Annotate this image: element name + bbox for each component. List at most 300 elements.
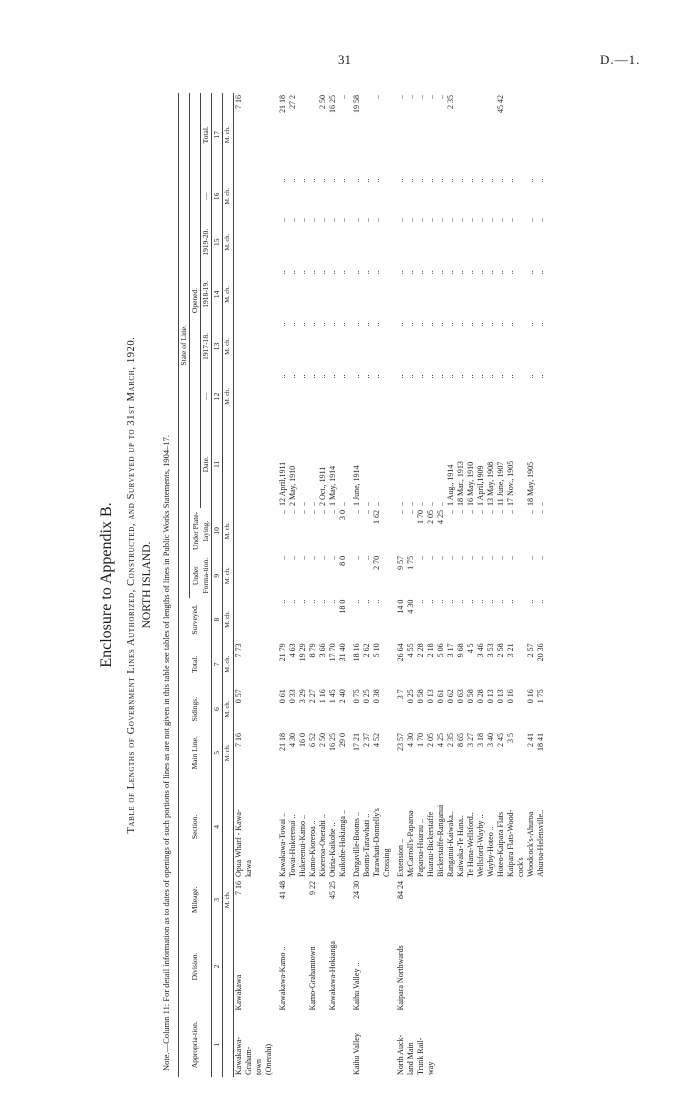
main-line-cell: 4 30 (288, 733, 297, 747)
under-platelaying-cell: 2 05 (426, 509, 435, 524)
division-cell (516, 921, 526, 1013)
date-cell: 2 Oct., 1911 (318, 466, 327, 506)
section-cell: Extension .. (396, 838, 405, 877)
division-cell: Kawakawa (234, 974, 243, 1011)
appropriation-cell (318, 1012, 328, 1077)
col16-cell: .. (318, 178, 327, 183)
col15-cell: .. (416, 218, 425, 223)
col12-cell (254, 373, 264, 421)
appropriation-cell (536, 1012, 546, 1077)
table-row (348, 93, 362, 1077)
col14-cell (254, 268, 264, 320)
appropriation-cell (516, 1012, 526, 1077)
section-cell: Dargaville-Booms .. (352, 812, 361, 877)
division-cell (536, 921, 546, 1013)
surveyed-cell: .. (352, 599, 361, 604)
total-cell: 31 40 (338, 643, 347, 662)
col14-cell: .. (338, 270, 347, 275)
total-opened-cell: 27 2 (288, 95, 297, 109)
mileage-cell (436, 879, 446, 921)
under-platelaying-cell: 1 62 (372, 509, 381, 524)
table-row (362, 93, 372, 1077)
col12-cell: .. (446, 374, 455, 379)
col-division: Division. (179, 921, 212, 1013)
col-main-line: Main Line. (179, 731, 212, 775)
col15-cell: .. (496, 218, 505, 223)
section-cell: cock's (516, 857, 525, 877)
lines-table (178, 93, 546, 1077)
under-formation-cell: .. (536, 555, 545, 560)
division-cell (406, 921, 416, 1013)
col-mileage: Mileage. (179, 879, 212, 921)
col12-cell: .. (526, 374, 535, 379)
section-cell: Bickerstaffe-Ranganui (436, 804, 445, 877)
col14-cell (234, 268, 245, 320)
col16-cell: .. (338, 178, 347, 183)
col15-cell: .. (298, 218, 307, 223)
main-line-cell: 3 18 (476, 733, 485, 747)
date-cell: .. (436, 501, 445, 506)
main-line-cell: 16 25 (328, 733, 337, 751)
section-cell: Tarawhati-Donnelly's (372, 808, 381, 877)
under-formation-cell: .. (298, 555, 307, 560)
column-number: 6 (212, 687, 223, 731)
section-cell: kawa (244, 860, 253, 877)
surveyed-cell: .. (536, 599, 545, 604)
sidings-cell: 0 58 (466, 689, 475, 704)
under-platelaying-cell: .. (308, 509, 317, 514)
column-number: 14 (212, 268, 223, 320)
col15-cell: .. (352, 218, 361, 223)
col15-cell: .. (476, 218, 485, 223)
section-cell: Kioreroa-Onerahi .. (318, 814, 327, 877)
total-opened-cell: .. (416, 95, 425, 99)
column-number: 1 (212, 1012, 223, 1077)
enclosure-heading: Enclosure to Appendix B. (98, 502, 115, 668)
total-opened-cell: 21 18 (278, 95, 287, 113)
division-cell (456, 921, 466, 1013)
surveyed-cell: .. (298, 599, 307, 604)
column-unit: M. ch. (223, 879, 234, 921)
col13-cell: .. (406, 322, 415, 327)
col14-cell: .. (352, 270, 361, 275)
col14-cell (382, 268, 392, 320)
col15-cell (244, 216, 254, 268)
section-cell: Crossing (382, 848, 391, 877)
total-cell: 2 58 (496, 643, 505, 658)
total-opened-cell: 2 50 (318, 95, 327, 109)
under-platelaying-cell: .. (496, 509, 505, 514)
total-cell: 17 70 (328, 643, 337, 662)
total-cell: 3 53 (486, 643, 495, 658)
table-row (318, 93, 328, 1077)
col-under-formation: Under Forma-tion. (190, 554, 212, 598)
date-cell: 12 April,1911 (278, 461, 287, 506)
under-formation-cell: .. (328, 555, 337, 560)
under-platelaying-cell (254, 508, 264, 554)
date-cell: .. (396, 501, 405, 506)
col16-cell: .. (436, 178, 445, 183)
appropriation-cell (288, 1012, 298, 1077)
mileage-cell (476, 879, 486, 921)
col13-cell: .. (426, 322, 435, 327)
col-1917: 1917-18. (201, 320, 212, 372)
total-cell: 3 46 (476, 643, 485, 658)
col12-cell (382, 373, 392, 421)
appropriation-cell (308, 1012, 318, 1077)
under-formation-cell: 8 0 (338, 555, 347, 566)
section-cell (254, 775, 264, 879)
date-cell: .. (406, 501, 415, 506)
under-platelaying-cell: .. (298, 509, 307, 514)
table-row (308, 93, 318, 1077)
total-opened-cell (308, 93, 318, 177)
appropriation-cell: Kawakawa- (234, 1036, 243, 1075)
under-platelaying-cell: .. (456, 509, 465, 514)
appropriation-cell: North Auck- (396, 1034, 405, 1075)
total-cell: 8 79 (308, 643, 317, 658)
sidings-cell: 0 61 (278, 689, 287, 704)
section-cell: Hoteo-Kaipara Flats (496, 811, 505, 877)
col12-cell: .. (338, 374, 347, 379)
table-row (426, 93, 436, 1077)
col14-cell: .. (496, 270, 505, 275)
surveyed-cell (234, 598, 245, 642)
under-formation-cell: .. (496, 555, 505, 560)
division-cell (244, 921, 254, 1013)
total-opened-cell (264, 93, 274, 177)
col15-cell: .. (318, 218, 327, 223)
col14-cell: .. (298, 270, 307, 275)
appropriation-cell (506, 1012, 516, 1077)
total-cell (264, 641, 274, 687)
sidings-cell: 0 13 (426, 689, 435, 704)
appropriation-cell (328, 1012, 338, 1077)
col15-cell (234, 216, 245, 268)
mileage-cell (288, 879, 298, 921)
surveyed-cell: .. (496, 599, 505, 604)
col12-cell (516, 373, 526, 421)
total-cell: 4 55 (406, 643, 415, 658)
total-cell: 9 68 (456, 643, 465, 658)
col16-cell: .. (416, 178, 425, 183)
date-cell: 1 April,1909 (476, 465, 485, 506)
appropriation-cell (436, 1012, 446, 1077)
under-formation-cell: .. (526, 555, 535, 560)
total-cell (516, 641, 526, 687)
table-body (234, 93, 547, 1077)
column-number: 9 (212, 554, 223, 598)
section-cell: Opua Wharf - Kawa- (234, 809, 243, 877)
main-line-cell: 23 57 (396, 733, 405, 751)
table-row (436, 93, 446, 1077)
table-row (244, 93, 254, 1077)
surveyed-cell (516, 598, 526, 642)
col15-cell: .. (486, 218, 495, 223)
col12-cell: .. (436, 374, 445, 379)
under-formation-cell: .. (308, 555, 317, 560)
section-cell: Hukerenui-Kamo .. (298, 815, 307, 877)
sidings-cell: 0 62 (446, 689, 455, 704)
main-line-cell: 2 05 (426, 733, 435, 747)
column-number: 16 (212, 177, 223, 217)
col16-cell: .. (526, 178, 535, 183)
col16-cell: .. (536, 178, 545, 183)
col-surveyed: Surveyed. (179, 598, 212, 642)
date-cell: .. (416, 501, 425, 506)
under-platelaying-cell: .. (506, 509, 515, 514)
total-opened-cell (526, 93, 536, 177)
sidings-cell (254, 687, 264, 731)
col15-cell: .. (288, 218, 297, 223)
mileage-cell (298, 879, 308, 921)
sidings-cell: 0 63 (456, 689, 465, 704)
col14-cell: .. (506, 270, 515, 275)
col13-cell: .. (446, 322, 455, 327)
col14-cell: .. (526, 270, 535, 275)
table-row (406, 93, 416, 1077)
surveyed-cell: .. (426, 599, 435, 604)
section-cell: Paparoa-Huarau .. (416, 819, 425, 877)
surveyed-cell: .. (416, 599, 425, 604)
mileage-cell (526, 879, 536, 921)
surveyed-cell: .. (278, 599, 287, 604)
main-line-cell: 4 30 (406, 733, 415, 747)
mileage-cell (318, 879, 328, 921)
date-cell: .. (536, 501, 545, 506)
appropriation-cell: (Onerahi) (264, 1043, 273, 1075)
under-platelaying-cell: .. (278, 509, 287, 514)
surveyed-cell: .. (526, 599, 535, 604)
col13-cell: .. (456, 322, 465, 327)
col13-cell: .. (362, 322, 371, 327)
division-cell (382, 921, 392, 1013)
col12-cell: .. (536, 374, 545, 379)
sidings-cell: 2 27 (308, 689, 317, 704)
main-line-cell (254, 731, 264, 775)
col14-cell: .. (288, 270, 297, 275)
col13-cell: .. (526, 322, 535, 327)
col14-cell: .. (308, 270, 317, 275)
col13-cell (254, 320, 264, 372)
under-platelaying-cell: .. (352, 509, 361, 514)
under-platelaying-cell: .. (396, 509, 405, 514)
total-opened-cell (456, 93, 466, 177)
col15-cell: .. (406, 218, 415, 223)
total-opened-cell: 45 42 (496, 95, 505, 113)
table-title: Table of Lengths of Government Lines Authorized, Constructed, and Surveyed up to 31st March, 1920. (126, 336, 137, 834)
mileage-cell: 84 24 (396, 880, 405, 899)
col14-cell (264, 268, 274, 320)
col-sidings: Sidings. (179, 687, 212, 731)
total-cell (244, 641, 254, 687)
under-formation-cell: .. (362, 555, 371, 560)
section-cell: McCarroll's-Paparoa (406, 810, 415, 877)
col14-cell: .. (446, 270, 455, 275)
date-cell: 18 May, 1905 (526, 461, 535, 506)
main-line-cell: 17 21 (352, 733, 361, 751)
col-total-2: Total. (201, 93, 212, 177)
under-platelaying-cell (264, 508, 274, 554)
col16-cell: .. (362, 178, 371, 183)
table-row (496, 93, 506, 1077)
column-unit (223, 420, 234, 508)
col-section: Section. (179, 775, 212, 879)
col16-cell: .. (278, 178, 287, 183)
surveyed-cell: .. (446, 599, 455, 604)
col13-cell: .. (476, 322, 485, 327)
section-cell (264, 775, 274, 879)
division-cell: Kamo-Grahamtown (308, 946, 317, 1011)
total-opened-cell: 2 35 (446, 95, 455, 109)
under-formation-cell: .. (288, 555, 297, 560)
col13-cell: .. (396, 322, 405, 327)
main-line-cell: 3 27 (466, 733, 475, 747)
mileage-cell (264, 879, 274, 921)
col13-cell: .. (288, 322, 297, 327)
appropriation-cell (446, 1012, 456, 1077)
section-cell: Woodcock's-Ahuroa (526, 811, 535, 877)
appropriation-cell (476, 1012, 486, 1077)
col-opened: Opened. (190, 93, 201, 508)
column-number: 15 (212, 216, 223, 268)
col14-cell: .. (456, 270, 465, 275)
col12-cell: .. (456, 374, 465, 379)
under-formation-cell: .. (352, 555, 361, 560)
column-unit: M. ch. (223, 373, 234, 421)
col14-cell: .. (328, 270, 337, 275)
mileage-cell: 9 22 (308, 880, 317, 895)
under-platelaying-cell (244, 508, 254, 554)
appropriation-cell (338, 1012, 348, 1077)
division-cell (466, 921, 476, 1013)
col15-cell: .. (506, 218, 515, 223)
column-number: 12 (212, 373, 223, 421)
surveyed-cell: .. (372, 599, 381, 604)
column-number-row (212, 93, 223, 1077)
section-cell: Ranganui-Kaiwaka.. (446, 811, 455, 877)
total-opened-cell (466, 93, 476, 177)
under-formation-cell: .. (318, 555, 327, 560)
col14-cell (244, 268, 254, 320)
mileage-cell: 24 30 (352, 880, 361, 899)
col16-cell: .. (496, 178, 505, 183)
total-cell: 21 79 (278, 643, 287, 662)
mileage-cell (372, 879, 382, 921)
column-number: 10 (212, 508, 223, 554)
date-cell: 13 May, 1908 (486, 461, 495, 506)
under-formation-cell (234, 554, 245, 598)
table-row (338, 93, 348, 1077)
main-line-cell (244, 731, 254, 775)
sidings-cell (244, 687, 254, 731)
page-number: 31 (338, 52, 351, 67)
division-cell (298, 921, 308, 1013)
total-opened-cell: .. (338, 95, 347, 99)
col14-cell: .. (436, 270, 445, 275)
under-platelaying-cell (516, 508, 526, 554)
table-row (274, 93, 288, 1077)
main-line-cell: 3 5 (506, 733, 515, 743)
sidings-cell: 0 33 (288, 689, 297, 704)
mileage-cell (456, 879, 466, 921)
island-heading: NORTH ISLAND. (141, 541, 153, 629)
col-dash-2: — (201, 177, 212, 217)
date-cell: .. (362, 501, 371, 506)
surveyed-cell: 18 0 (338, 599, 347, 614)
date-cell: 1 June, 1914 (352, 465, 361, 506)
sidings-cell: 0 38 (372, 689, 381, 704)
col16-cell: .. (298, 178, 307, 183)
division-cell: Kaihu Valley .. (352, 962, 361, 1011)
col-1918: 1918-19. (201, 268, 212, 320)
under-formation-cell: 9 57 (396, 555, 405, 570)
appropriation-cell (274, 1012, 288, 1077)
section-cell: Kawakawa-Towai .. (278, 812, 287, 877)
col-state-of-line: State of Line. (179, 93, 190, 598)
division-cell (254, 921, 264, 1013)
col13-cell: .. (416, 322, 425, 327)
main-line-cell: 4 52 (372, 733, 381, 747)
table-row (372, 93, 382, 1077)
total-cell (254, 641, 264, 687)
col16-cell: .. (426, 178, 435, 183)
column-number: 8 (212, 598, 223, 642)
col16-cell: .. (506, 178, 515, 183)
mileage-cell (338, 879, 348, 921)
table-row (392, 93, 406, 1077)
col13-cell: .. (278, 322, 287, 327)
sidings-cell: 0 75 (352, 689, 361, 704)
total-cell: 26 64 (396, 643, 405, 662)
under-platelaying-cell (382, 508, 392, 554)
appropriation-cell: Graham- (244, 1046, 253, 1075)
col16-cell: .. (446, 178, 455, 183)
total-opened-cell (244, 93, 254, 177)
column-unit (223, 775, 234, 879)
table-row (466, 93, 476, 1077)
mileage-cell (254, 879, 264, 921)
table-row (516, 93, 526, 1077)
col12-cell (234, 373, 245, 421)
col13-cell (234, 320, 245, 372)
col12-cell (244, 373, 254, 421)
total-cell: 2 18 (426, 643, 435, 658)
main-line-cell (264, 731, 274, 775)
column-unit (223, 921, 234, 1013)
surveyed-cell: .. (318, 599, 327, 604)
section-cell: Kaipara Flats-Wood- (506, 809, 515, 877)
date-cell: .. (338, 501, 347, 506)
sidings-cell (382, 687, 392, 731)
main-line-cell: 2 35 (446, 733, 455, 747)
col16-cell (234, 177, 245, 217)
under-platelaying-cell: .. (406, 509, 415, 514)
division-cell (338, 921, 348, 1013)
under-platelaying-cell: .. (476, 509, 485, 514)
under-formation-cell: 1 75 (406, 555, 415, 570)
col12-cell: .. (476, 374, 485, 379)
surveyed-cell (254, 598, 264, 642)
section-cell: Te Hana-Wellsford.. (466, 812, 475, 877)
col-dash: — (201, 373, 212, 421)
col16-cell: .. (466, 178, 475, 183)
total-cell: 4 63 (288, 643, 297, 658)
col12-cell: .. (278, 374, 287, 379)
appropriation-cell: Trunk Rail- (416, 1037, 425, 1075)
surveyed-cell: .. (288, 599, 297, 604)
col-appropriation: Appropria-tion. (179, 1012, 212, 1077)
